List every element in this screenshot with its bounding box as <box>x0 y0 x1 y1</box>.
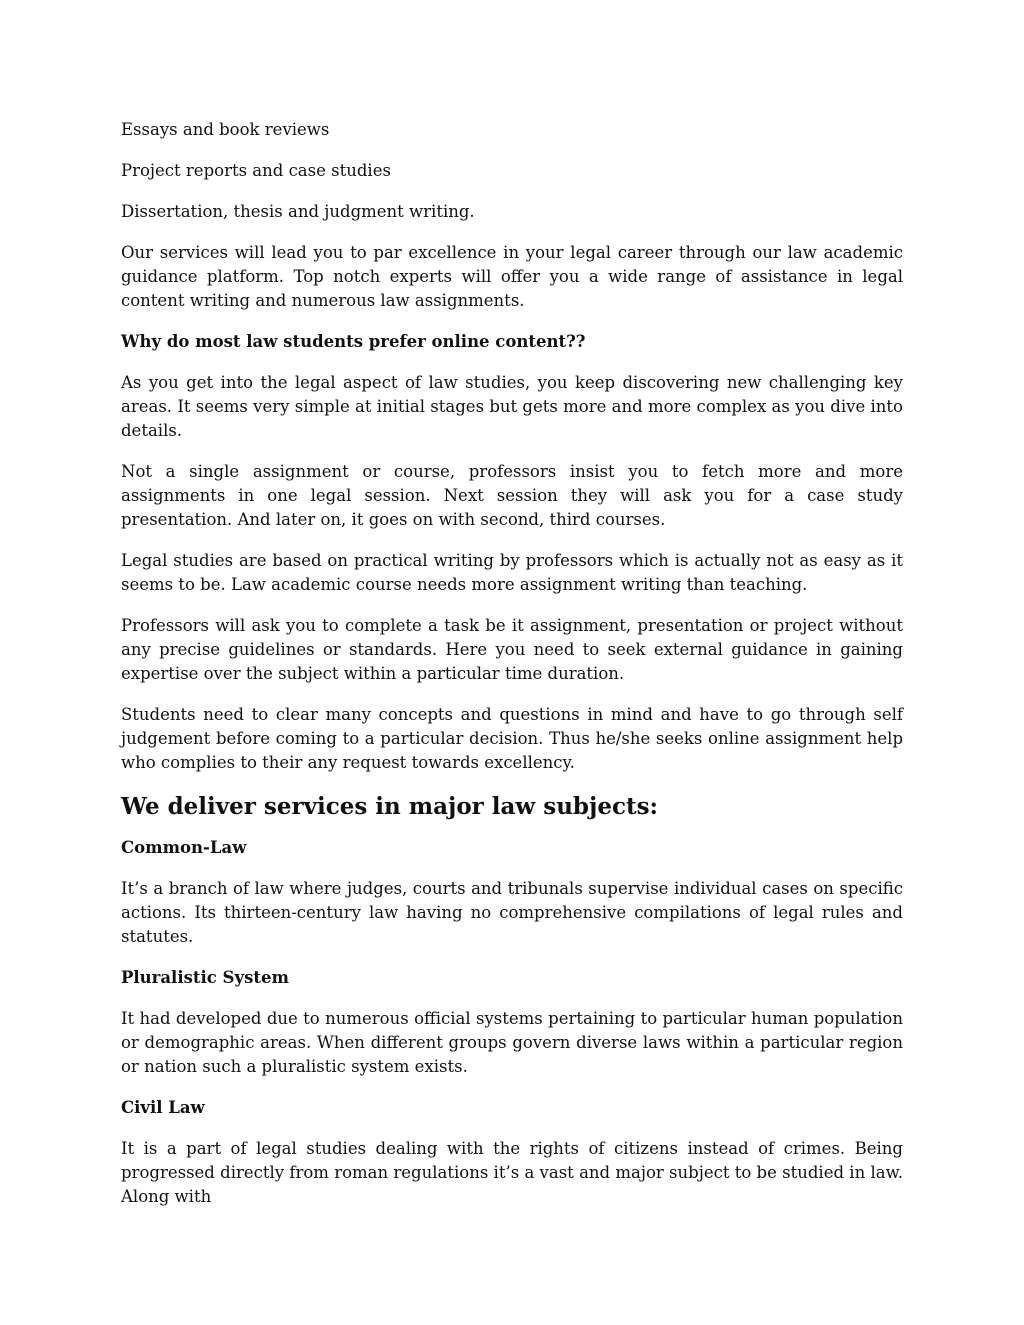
why-paragraph-5: Students need to clear many concepts and questions in mind and have to go through self judgement before coming to a particular decision. Thus he/she seeks online assignment help who complies to their any request towards excellency. <box>121 705 903 772</box>
subject-text-common-law: It’s a branch of law where judges, courts and tribunals supervise individual cases on specific actions. Its thirteen-century law having no comprehensive compilations of legal rules and statutes. <box>121 879 903 946</box>
subject-title-pluralistic-system: Pluralistic System <box>121 968 289 987</box>
subject-title-civil-law: Civil Law <box>121 1098 205 1117</box>
why-paragraph-2: Not a single assignment or course, professors insist you to fetch more and more assignments in one legal session. Next session they will ask you for a case study presentation. And later on, it goes on with second, third courses. <box>121 462 903 529</box>
document-page <box>121 118 903 1209</box>
why-paragraph-4: Professors will ask you to complete a task be it assignment, presentation or project without any precise guidelines or standards. Here you need to seek external guidance in gaining expertise over the subject within a particular time duration. <box>121 616 903 683</box>
list-item-dissertation: Dissertation, thesis and judgment writing. <box>121 202 475 221</box>
why-paragraph-3: Legal studies are based on practical writing by professors which is actually not as easy as it seems to be. Law academic course needs more assignment writing than teaching. <box>121 551 903 594</box>
why-heading: Why do most law students prefer online content?? <box>121 332 586 351</box>
services-heading: We deliver services in major law subjects: <box>121 793 659 820</box>
subject-text-pluralistic-system: It had developed due to numerous official systems pertaining to particular human population or demographic areas. When different groups govern diverse laws within a particular region or nation such a pluralistic system exists. <box>121 1009 903 1076</box>
why-paragraph-1: As you get into the legal aspect of law studies, you keep discovering new challenging key areas. It seems very simple at initial stages but gets more and more complex as you dive into details. <box>121 373 903 440</box>
subject-text-civil-law: It is a part of legal studies dealing with the rights of citizens instead of crimes. Being progressed directly from roman regulations it’s a vast and major subject to be studied in law. Along with <box>121 1139 903 1206</box>
intro-paragraph: Our services will lead you to par excellence in your legal career through our law academic guidance platform. Top notch experts will offer you a wide range of assistance in legal content writing and numerous law assignments. <box>121 243 903 310</box>
list-item-project-reports: Project reports and case studies <box>121 161 391 180</box>
subject-title-common-law: Common-Law <box>121 838 247 857</box>
list-item-essays: Essays and book reviews <box>121 120 330 139</box>
